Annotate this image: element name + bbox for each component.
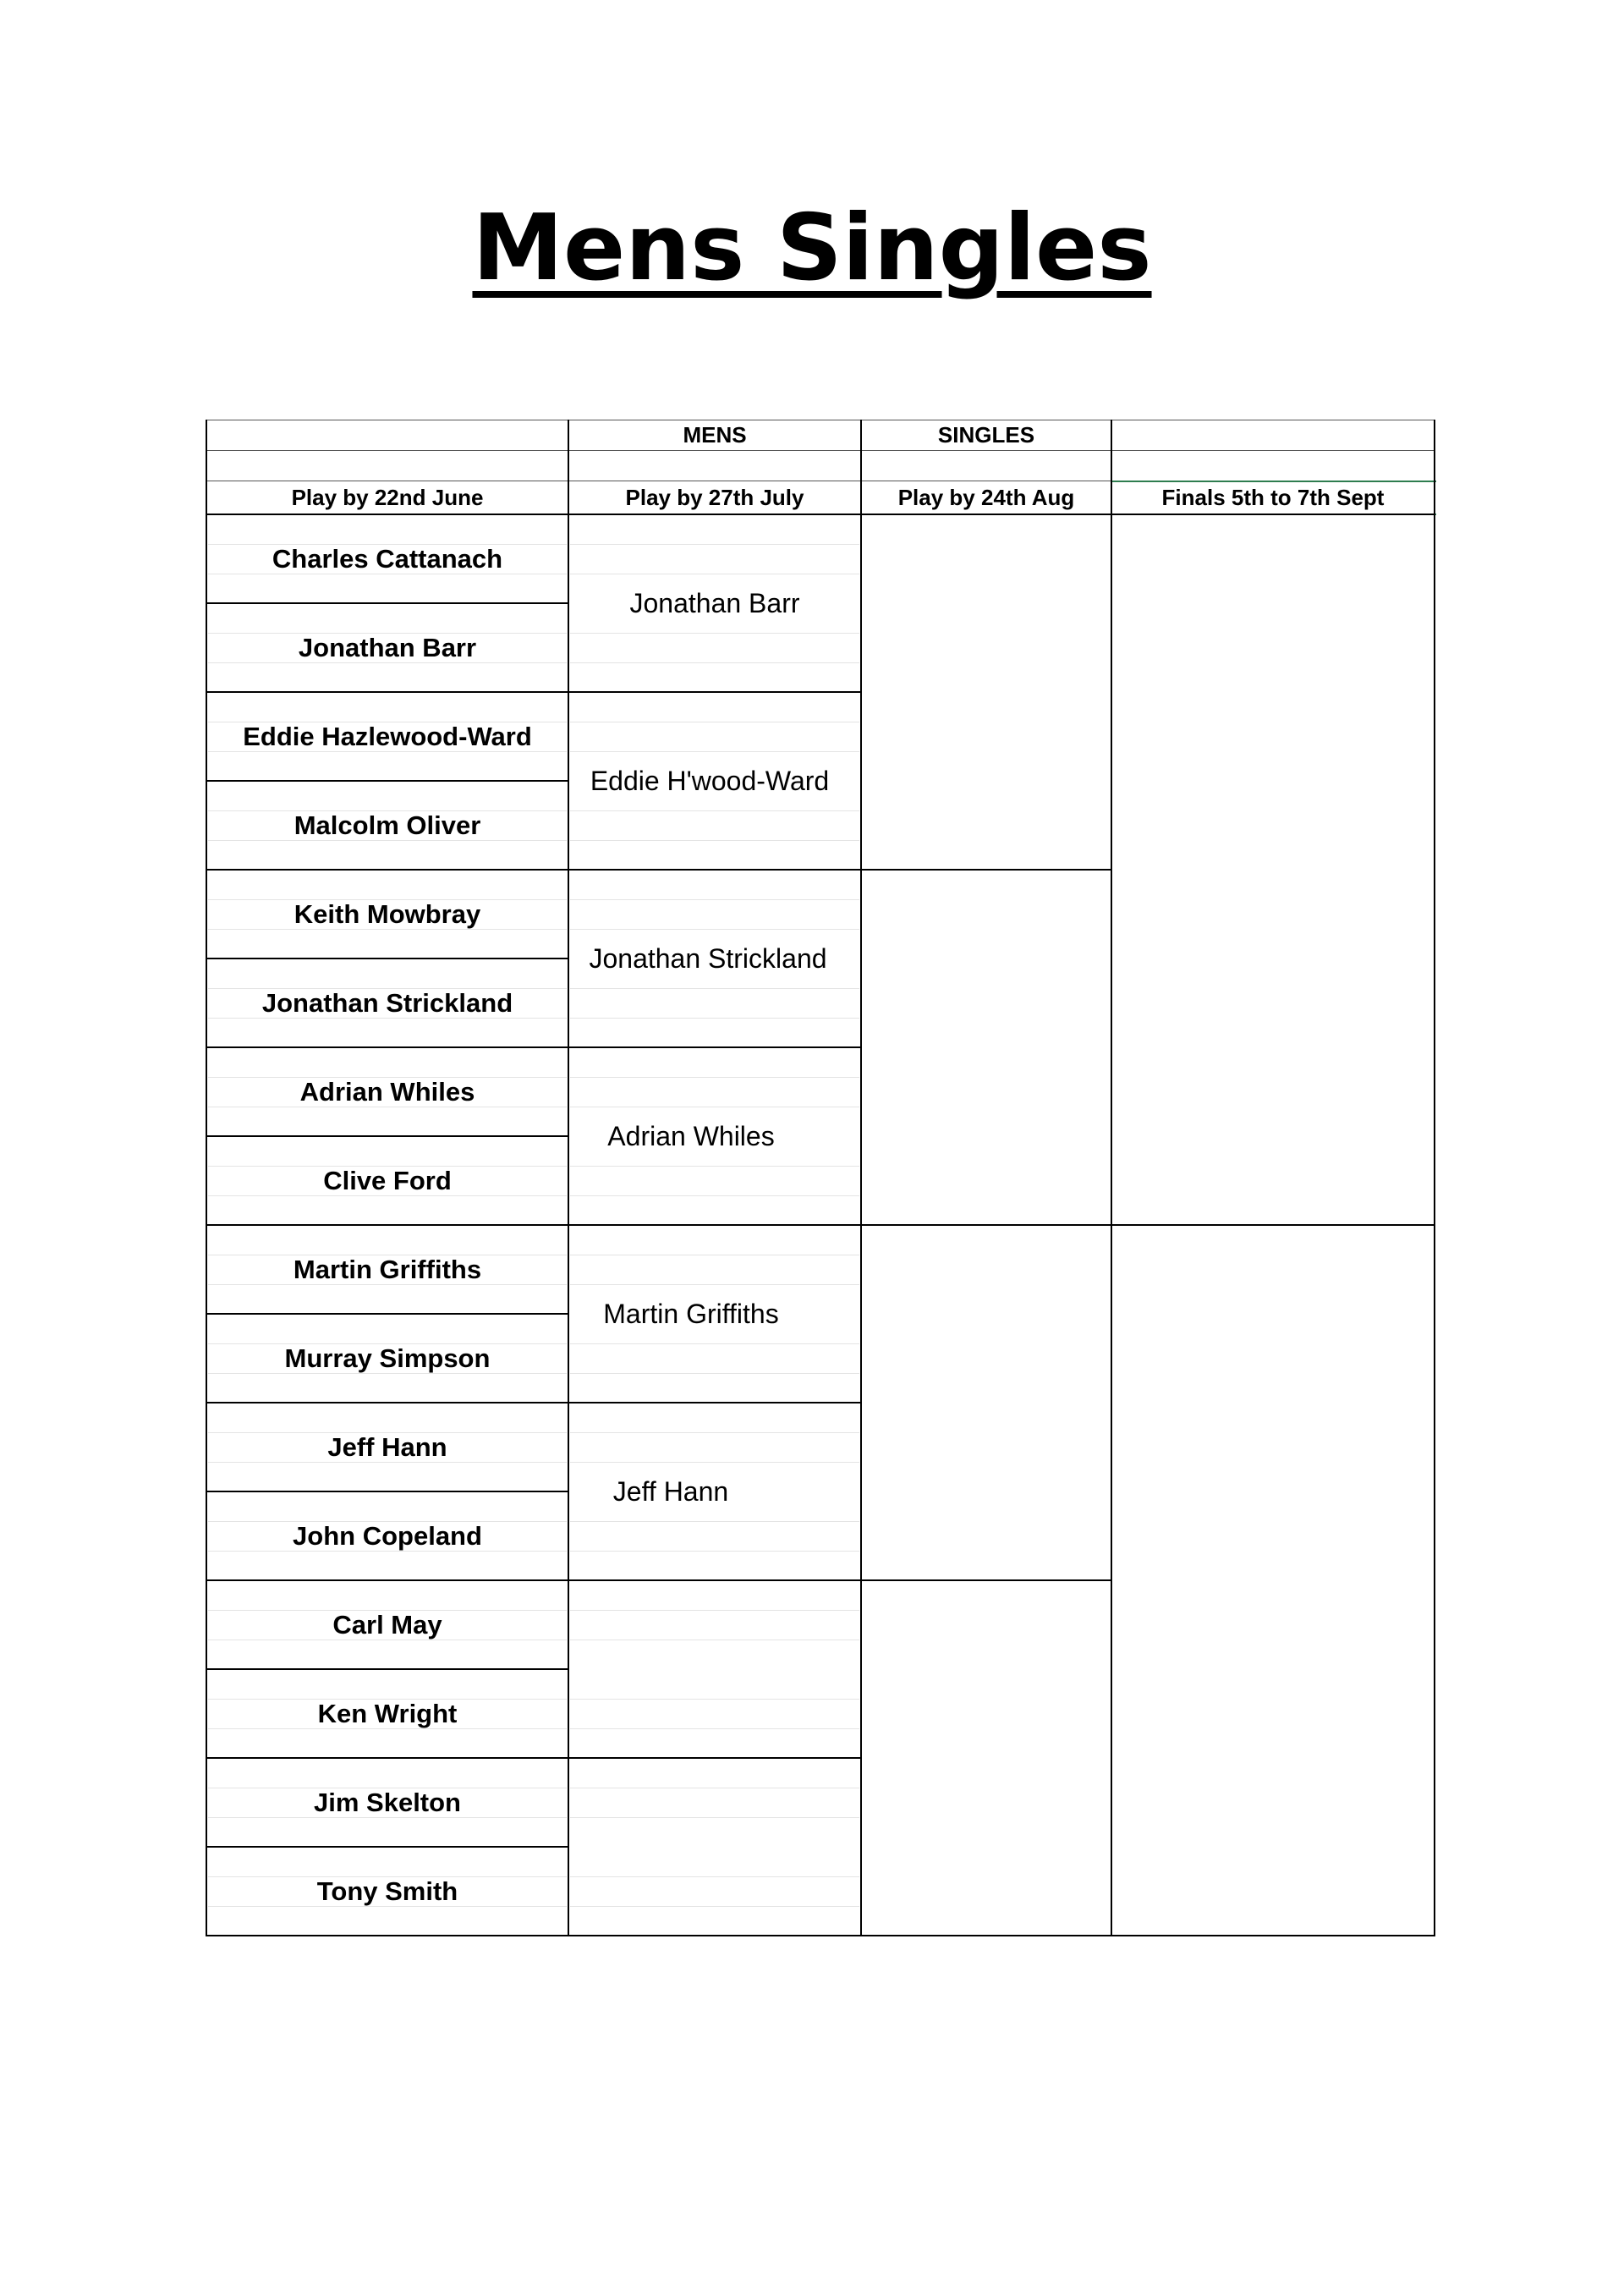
round1-player: Clive Ford	[323, 1165, 452, 1195]
round1-player: Jonathan Barr	[298, 632, 477, 662]
page-title: Mens Singles	[472, 195, 1152, 301]
round2-winner	[568, 1580, 861, 1758]
round3-winner	[861, 870, 1111, 1225]
round1-player: Murray Simpson	[284, 1343, 491, 1373]
header-label-mens: MENS	[683, 421, 747, 448]
round2-winner: Martin Griffiths	[603, 1298, 779, 1329]
finalist	[1111, 514, 1435, 1225]
header-label-singles: SINGLES	[937, 421, 1035, 448]
round1-player: Martin Griffiths	[293, 1254, 482, 1284]
round1-player: Keith Mowbray	[294, 898, 481, 929]
round2-winner: Eddie H'wood-Ward	[590, 765, 830, 796]
round3-winner	[861, 1580, 1111, 1936]
round1-player: Malcolm Oliver	[294, 810, 481, 840]
round-header-2: Play by 27th July	[625, 484, 804, 510]
round2-winner	[568, 1758, 861, 1936]
round1-player: Jeff Hann	[327, 1431, 447, 1462]
round1-player: Ken Wright	[317, 1698, 458, 1728]
round3-winner	[861, 514, 1111, 870]
selected-cell-top	[1111, 481, 1436, 482]
round1-player: Eddie Hazlewood-Ward	[243, 721, 532, 751]
round3-winner	[861, 1225, 1111, 1580]
round2-winner: Adrian Whiles	[607, 1120, 775, 1151]
round2-winner: Jonathan Strickland	[589, 942, 827, 974]
round2-winner: Jeff Hann	[612, 1475, 729, 1507]
round2-winner: Jonathan Barr	[629, 587, 800, 618]
draw-table	[206, 420, 1435, 1936]
round1-player: Charles Cattanach	[272, 543, 503, 574]
round1-player: Adrian Whiles	[299, 1076, 475, 1107]
round1-player: Jonathan Strickland	[261, 987, 513, 1018]
header-divider-1	[206, 450, 1435, 451]
round1-player: Carl May	[332, 1609, 442, 1640]
round-header-finals: Finals 5th to 7th Sept	[1161, 484, 1385, 510]
round1-player: Tony Smith	[316, 1876, 458, 1906]
round-header-3: Play by 24th Aug	[897, 484, 1075, 510]
round1-player: John Copeland	[293, 1520, 482, 1551]
round-header-1: Play by 22nd June	[291, 484, 484, 510]
finalist	[1111, 1225, 1435, 1936]
round1-player: Jim Skelton	[314, 1787, 461, 1817]
